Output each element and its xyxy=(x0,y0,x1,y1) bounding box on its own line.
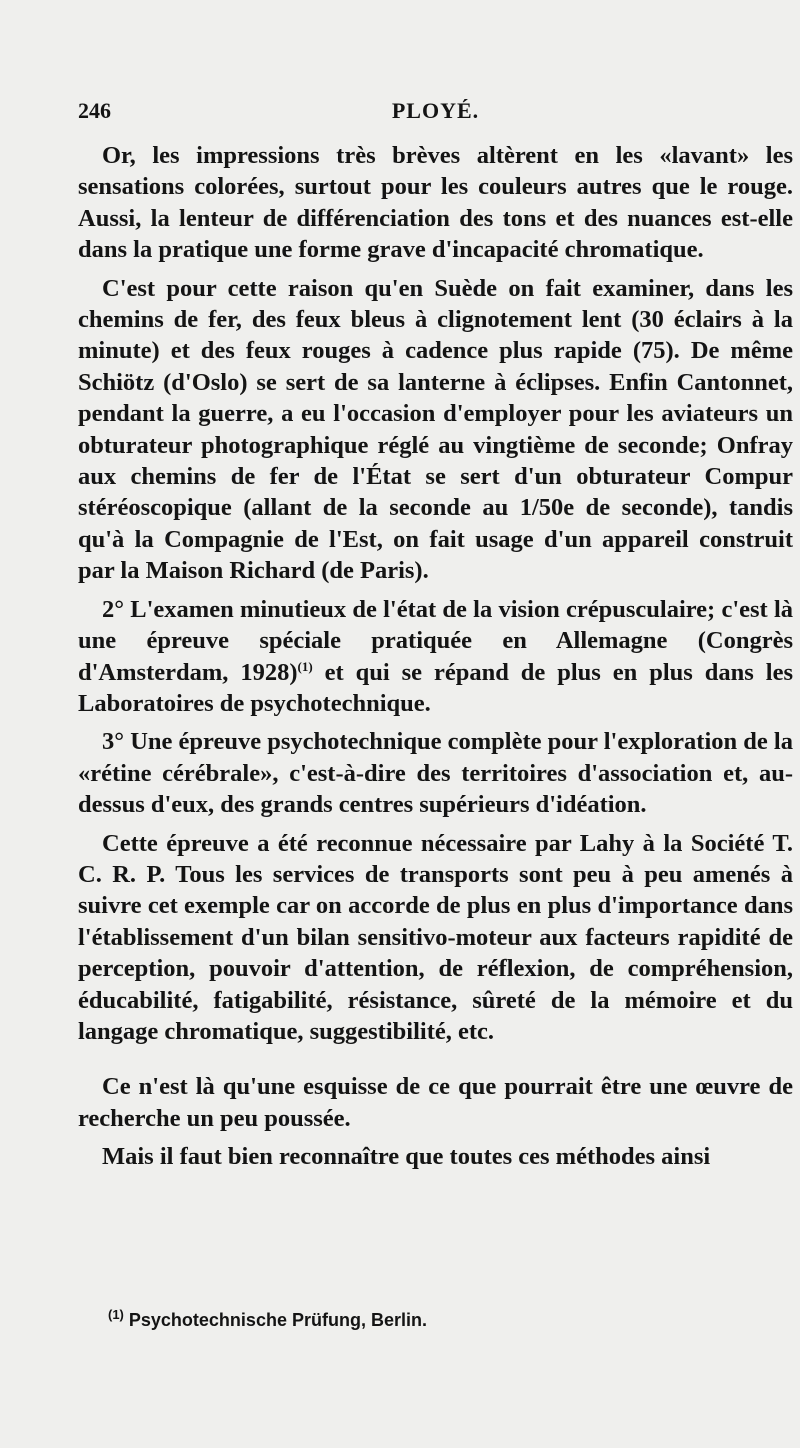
paragraph-lavant: Or, les impressions très brèves altèrent en les «lavant» les sensations colorées, surtout pour les couleurs autres que le rouge. Aussi, la lenteur de différenciation des tons et des nuances est-elle dans la pratique une forme grave d'incapacité chromatique. xyxy=(78,142,793,264)
paragraph-methodes: Mais il faut bien reconnaître que toutes ces méthodes ainsi xyxy=(102,1143,711,1171)
paragraph-lahy: Cette épreuve a été reconnue nécessaire par Lahy à la Société T. C. R. P. Tous les services de transports sont peu à peu amenés à suivre cet exemple car on accorde de plus en plus d'importance dans l'établissement d'un bilan sensitivo-moteur aux facteurs rapidité de perception, pouvoir d'attention, de réflexion, de compréhension, éducabilité, fatigabilité, résistance, sûreté de la mémoire et du langage chromatique, suggestibilité, etc. xyxy=(78,829,793,1045)
paragraph-text-after-note: et qui se répand de plus en plus dans les Laboratoires de psychotechnique. xyxy=(78,658,793,717)
paragraph-text-before-note: 2° L'examen minutieux de l'état de la vision crépusculaire; c'est là une épreuve spéciale pratiquée en Allemagne (Congrès d'Amsterdam, 1928) xyxy=(78,595,793,686)
body-text xyxy=(78,140,793,1180)
page-number: 246 xyxy=(78,98,111,123)
footnote xyxy=(108,1307,788,1331)
footnote-marker: (1) xyxy=(108,1307,124,1322)
page-header xyxy=(78,98,793,132)
running-title: PLOYÉ. xyxy=(391,98,480,123)
paragraph-vision-crepusculaire xyxy=(78,594,793,720)
paragraph-suede: C'est pour cette raison qu'en Suède on fait examiner, dans les chemins de fer, des feux bleus à clignotement lent (30 éclairs à la minute) et des feux rouges à cadence plus rapide (75). De même Schiötz (d'Oslo) se sert de sa lanterne à éclipses. Enfin Cantonnet, pendant la guerre, a eu l'occasion d'employer pour les aviateurs un obturateur photographique réglé au vingtième de seconde; Onfray aux chemins de fer de l'État se sert d'un obturateur Compur stéréoscopique (allant de la seconde au 1/50e de seconde), tandis qu'à la Compagnie de l'Est, on fait usage d'un appareil construit par la Maison Richard (de Paris). xyxy=(78,274,793,585)
footnote-reference: (1) xyxy=(297,658,313,674)
paragraph-retine-cerebrale: 3° Une épreuve psychotechnique complète pour l'exploration de la «rétine cérébrale», c'est-à-dire des territoires d'association et, au-dessus d'eux, des grands centres supérieurs d'idéation. xyxy=(78,728,793,819)
paragraph-esquisse: Ce n'est là qu'une esquisse de ce que pourrait être une œuvre de recherche un peu poussée. xyxy=(78,1073,793,1132)
footnote-text: Psychotechnische Prüfung, Berlin. xyxy=(123,1310,427,1330)
